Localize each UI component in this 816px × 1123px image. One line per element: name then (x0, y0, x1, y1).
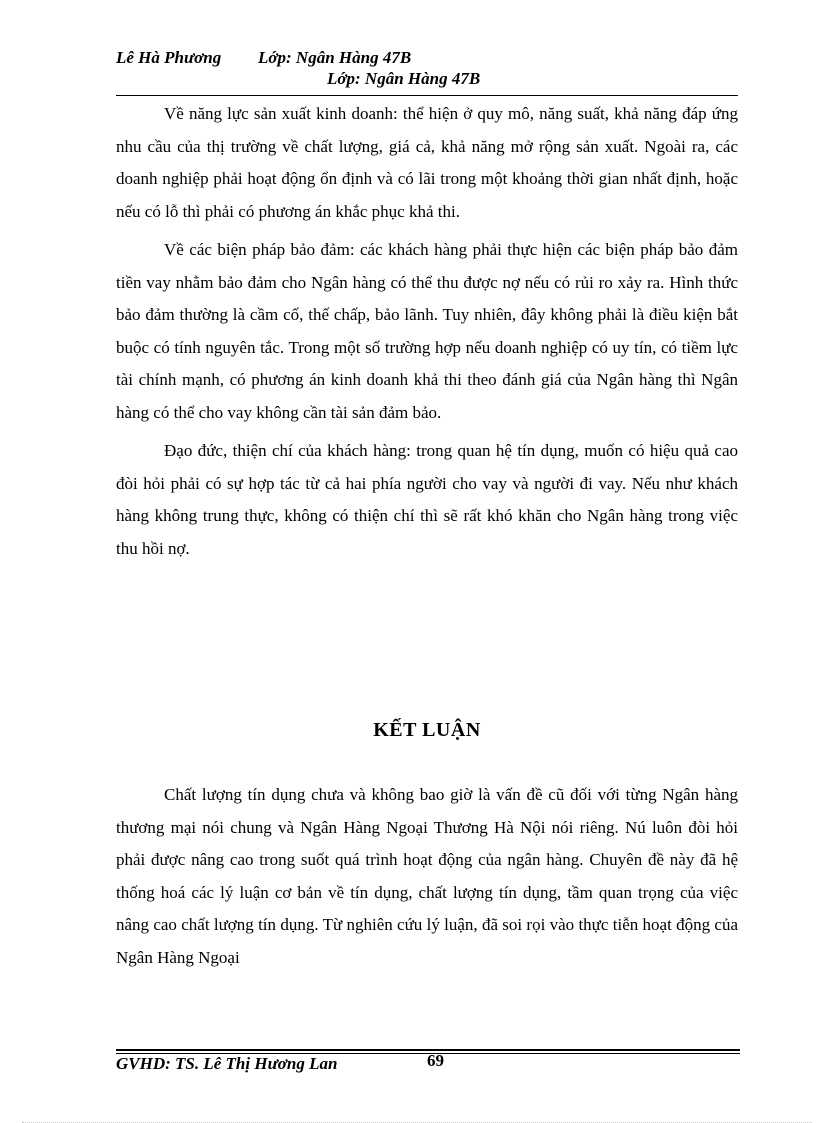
paragraph-production-capacity: Về năng lực sản xuất kinh doanh: thể hiện ở quy mô, năng suất, khả năng đáp ứng nhu cầu của thị trường về chất lượng, giá cả, khả năng mở rộng sản xuất. Ngoài ra, các doanh nghiệp phải hoạt động ổn định và có lãi trong một khoảng thời gian nhất định, hoặc nếu có lỗ thì phải có phương án khắc phục khả thi. (116, 104, 738, 221)
paragraph-customer-ethics: Đạo đức, thiện chí của khách hàng: trong quan hệ tín dụng, muốn có hiệu quả cao đòi hỏi phải có sự hợp tác từ cả hai phía người cho vay và người đi vay. Nếu như khách hàng không trung thực, không có thiện chí thì sẽ rất khó khăn cho Ngân hàng trong việc thu hồi nợ. (116, 441, 738, 558)
conclusion-paragraph: Chất lượng tín dụng chưa và không bao giờ là vấn đề cũ đối với từng Ngân hàng thương mại nói chung và Ngân Hàng Ngoại Thương Hà Nội nói riêng. Nú luôn đòi hỏi phải được nâng cao trong suốt quá trình hoạt động của ngân hàng. Chuyên đề này đã hệ thống hoá các lý luận cơ bản về tín dụng, chất lượng tín dụng, tầm quan trọng của việc nâng cao chất lượng tín dụng. Từ nghiên cứu lý luận, đã soi rọi vào thực tiễn hoạt động của Ngân Hàng Ngoại (116, 785, 738, 967)
paragraph-collateral-measures: Về các biện pháp bảo đảm: các khách hàng phải thực hiện các biện pháp bảo đảm tiền vay nhằm bảo đảm cho Ngân hàng có thể thu được nợ nếu có rủi ro xảy ra. Hình thức bảo đảm thường là cầm cố, thế chấp, bảo lãnh. Tuy nhiên, đây không phải là điều kiện bắt buộc có tính nguyên tắc. Trong một số trường hợp nếu doanh nghiệp có uy tín, có tiềm lực tài chính mạnh, có phương án kinh doanh khả thi theo đánh giá của Ngân hàng thì Ngân hàng có thể cho vay không cần tài sản đảm bảo. (116, 240, 738, 422)
header-author: Lê Hà Phương (116, 48, 222, 67)
page-number: 69 (427, 1051, 444, 1070)
body-section (116, 98, 738, 565)
header-divider (116, 95, 738, 96)
header-class: Lớp: Ngân Hàng 47B (258, 48, 412, 67)
conclusion-section (116, 779, 738, 974)
footer-supervisor: GVHD: TS. Lê Thị Hương Lan (116, 1054, 338, 1073)
header-class-repeat: Lớp: Ngân Hàng 47B (327, 69, 481, 88)
conclusion-heading: KẾT LUẬN (373, 719, 481, 741)
